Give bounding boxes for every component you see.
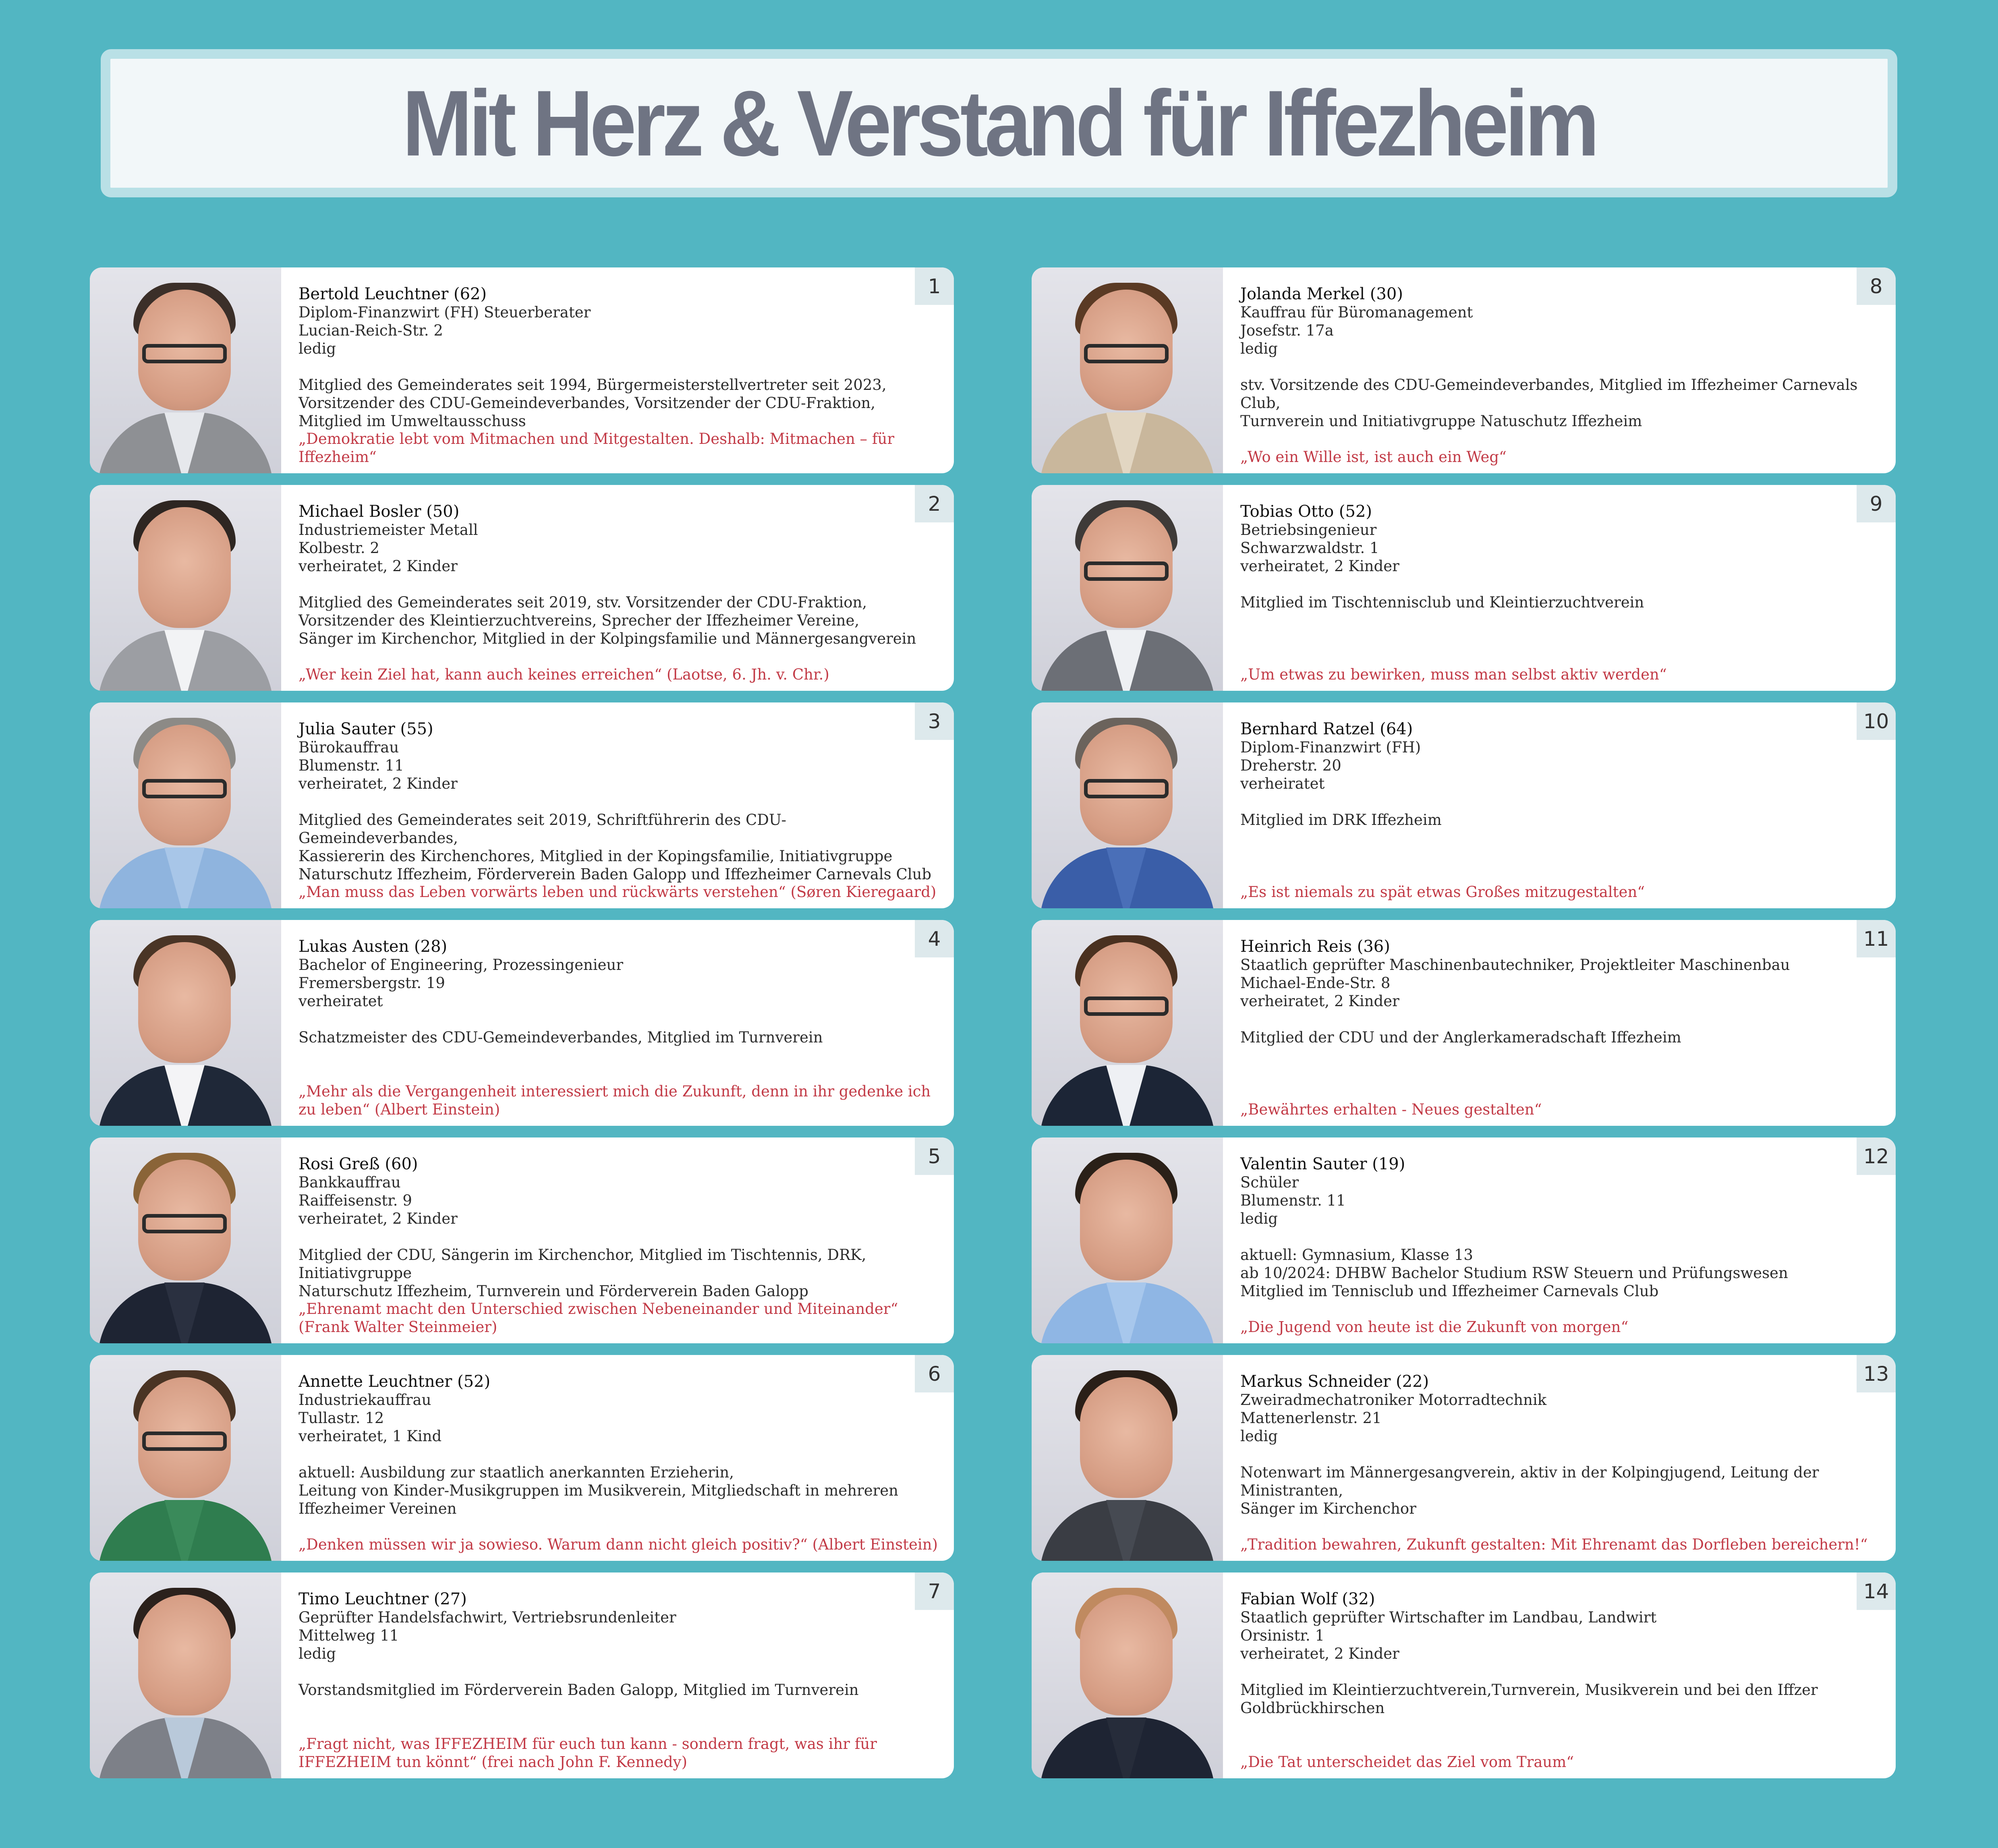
candidate-card: [90, 485, 954, 691]
candidate-quote: „Fragt nicht, was IFFEZHEIM für euch tun kann - sondern fragt, was ihr für IFFEZHEIM tun könnt“ (frei nach John F. Kennedy): [298, 1735, 877, 1771]
candidate-card: [1032, 1137, 1896, 1343]
candidate-bio: [298, 1028, 938, 1046]
bio-line: ab 10/2024: DHBW Bachelor Studium RSW Steuern und Prüfungswesen: [1240, 1264, 1788, 1282]
candidate-quote: „Die Jugend von heute ist die Zukunft von morgen“: [1240, 1318, 1629, 1336]
candidate-photo: [90, 1137, 281, 1343]
portrait-glasses: [1084, 344, 1169, 363]
candidate-details: [298, 738, 938, 793]
candidate-info: [1240, 938, 1880, 1046]
detail-line: Bankkauffrau: [298, 1174, 401, 1191]
candidate-photo: [1032, 485, 1223, 691]
bio-line: Mitglied im DRK Iffezheim: [1240, 811, 1442, 829]
bio-line: Naturschutz Iffezheim, Turnverein und Förderverein Baden Galopp: [298, 1282, 808, 1300]
detail-line: verheiratet: [1240, 775, 1325, 792]
bio-line: Vorsitzender des Kleintierzuchtvereins, Sprecher der Iffezheimer Vereine,: [298, 612, 860, 629]
candidate-details: [298, 303, 938, 358]
candidate-info: [298, 720, 938, 883]
list-number: 6: [915, 1355, 954, 1392]
list-number: 13: [1857, 1355, 1896, 1392]
candidate-bio: [1240, 1681, 1880, 1717]
candidate-column-left: [90, 267, 954, 1790]
detail-line: Bürokauffrau: [298, 739, 399, 756]
candidate-info: [1240, 503, 1880, 611]
candidate-info: [298, 503, 938, 648]
portrait-face: [1080, 1160, 1173, 1280]
candidate-card: [90, 702, 954, 908]
detail-line: Kauffrau für Büromanagement: [1240, 304, 1473, 321]
candidate-quote: „Mehr als die Vergangenheit interessiert mich die Zukunft, denn in ihr gedenke ich zu leben“ (Albert Einstein): [298, 1083, 931, 1118]
candidate-quote: „Wer kein Ziel hat, kann auch keines erreichen“ (Laotse, 6. Jh. v. Chr.): [298, 666, 829, 683]
detail-line: ledig: [298, 340, 336, 357]
candidate-info: [1240, 720, 1880, 829]
candidate-info: [1240, 1590, 1880, 1717]
bio-line: Mitglied im Tischtennisclub und Kleintierzuchtverein: [1240, 594, 1644, 611]
candidate-bio: [298, 593, 938, 648]
candidate-card: [1032, 267, 1896, 473]
detail-line: Josefstr. 17a: [1240, 322, 1334, 339]
candidate-photo: [1032, 1572, 1223, 1778]
list-number: 1: [915, 267, 954, 305]
detail-line: Tullastr. 12: [298, 1409, 384, 1427]
detail-line: Blumenstr. 11: [1240, 1192, 1346, 1209]
detail-line: Betriebsingenieur: [1240, 521, 1377, 539]
detail-line: Zweiradmechatroniker Motorradtechnik: [1240, 1391, 1547, 1409]
list-number: 14: [1857, 1572, 1896, 1610]
bio-line: Turnverein und Initiativgruppe Natuschutz Iffezheim: [1240, 412, 1642, 430]
candidate-quote: „Demokratie lebt vom Mitmachen und Mitgestalten. Deshalb: Mitmachen – für Iffezheim“: [298, 430, 895, 466]
candidate-bio: [298, 376, 938, 430]
detail-line: Mattenerlenstr. 21: [1240, 1409, 1382, 1427]
detail-line: Dreherstr. 20: [1240, 757, 1341, 774]
candidate-bio: [298, 1681, 938, 1699]
candidate-quote: „Bewährtes erhalten - Neues gestalten“: [1240, 1101, 1542, 1118]
bio-line: Goldbrückhirschen: [1240, 1699, 1385, 1717]
candidate-name: Rosi Greß (60): [298, 1155, 418, 1173]
detail-line: Fremersbergstr. 19: [298, 974, 445, 992]
detail-line: ledig: [1240, 340, 1278, 357]
detail-line: Industriekauffrau: [298, 1391, 431, 1409]
portrait-glasses: [142, 779, 227, 798]
candidate-name: Bertold Leuchtner (62): [298, 285, 487, 303]
list-number: 7: [915, 1572, 954, 1610]
list-number: 3: [915, 702, 954, 740]
detail-line: Lucian-Reich-Str. 2: [298, 322, 443, 339]
candidate-card: [90, 1355, 954, 1561]
bio-line: Vorsitzender des CDU-Gemeindeverbandes, Vorsitzender der CDU-Fraktion,: [298, 394, 876, 412]
candidate-bio: [1240, 593, 1880, 611]
candidate-bio: [1240, 1028, 1880, 1046]
candidate-card: [1032, 485, 1896, 691]
candidate-name: Heinrich Reis (36): [1240, 937, 1390, 956]
candidate-details: [1240, 521, 1880, 575]
candidate-photo: [90, 267, 281, 473]
candidate-details: [1240, 1608, 1880, 1663]
candidate-details: [1240, 738, 1880, 793]
candidate-column-right: [1032, 267, 1896, 1790]
page-title: Mit Herz & Verstand für Iffezheim: [402, 71, 1596, 176]
candidate-details: [1240, 303, 1880, 358]
list-number: 4: [915, 920, 954, 957]
candidate-details: [298, 1173, 938, 1228]
candidate-name: Julia Sauter (55): [298, 720, 433, 738]
candidate-name: Lukas Austen (28): [298, 937, 448, 956]
candidate-bio: [298, 1463, 938, 1518]
candidate-card: [1032, 1355, 1896, 1561]
detail-line: Mittelweg 11: [298, 1627, 399, 1644]
bio-line: Leitung von Kinder-Musikgruppen im Musikverein, Mitgliedschaft in mehreren: [298, 1482, 899, 1499]
candidate-details: [298, 1608, 938, 1663]
candidate-card: [1032, 1572, 1896, 1778]
bio-line: aktuell: Ausbildung zur staatlich anerkannten Erzieherin,: [298, 1464, 734, 1481]
bio-line: Mitglied im Umweltausschuss: [298, 412, 526, 430]
candidate-photo: [90, 1355, 281, 1561]
detail-line: verheiratet, 2 Kinder: [1240, 1645, 1399, 1662]
detail-line: Blumenstr. 11: [298, 757, 404, 774]
detail-line: Bachelor of Engineering, Prozessingenieur: [298, 956, 624, 974]
candidate-info: [298, 285, 938, 430]
candidate-quote: „Es ist niemals zu spät etwas Großes mitzugestalten“: [1240, 883, 1645, 901]
bio-line: Schatzmeister des CDU-Gemeindeverbandes, Mitglied im Turnverein: [298, 1029, 823, 1046]
detail-line: verheiratet: [298, 992, 383, 1010]
bio-line: Mitglied des Gemeinderates seit 1994, Bürgermeisterstellvertreter seit 2023,: [298, 376, 887, 394]
detail-line: Staatlich geprüfter Wirtschafter im Landbau, Landwirt: [1240, 1609, 1657, 1626]
bio-line: Mitglied des Gemeinderates seit 2019, stv. Vorsitzender der CDU-Fraktion,: [298, 594, 867, 611]
candidate-info: [1240, 285, 1880, 430]
detail-line: Diplom-Finanzwirt (FH): [1240, 739, 1421, 756]
candidate-name: Valentin Sauter (19): [1240, 1155, 1405, 1173]
detail-line: Kolbestr. 2: [298, 539, 379, 557]
portrait-glasses: [142, 1432, 227, 1451]
candidate-photo: [90, 702, 281, 908]
detail-line: ledig: [1240, 1427, 1278, 1445]
detail-line: Industriemeister Metall: [298, 521, 478, 539]
detail-line: ledig: [1240, 1210, 1278, 1227]
list-number: 8: [1857, 267, 1896, 305]
candidate-details: [1240, 1391, 1880, 1445]
candidate-photo: [90, 920, 281, 1126]
portrait-face: [1080, 1595, 1173, 1715]
bio-line: Iffezheimer Vereinen: [298, 1500, 457, 1517]
candidate-info: [298, 1590, 938, 1699]
detail-line: Diplom-Finanzwirt (FH) Steuerberater: [298, 304, 591, 321]
candidate-card: [90, 920, 954, 1126]
detail-line: Geprüfter Handelsfachwirt, Vertriebsrundenleiter: [298, 1609, 676, 1626]
detail-line: Michael-Ende-Str. 8: [1240, 974, 1391, 992]
candidate-photo: [1032, 1137, 1223, 1343]
candidate-details: [298, 521, 938, 575]
portrait-glasses: [142, 344, 227, 363]
candidate-quote: „Man muss das Leben vorwärts leben und rückwärts verstehen“ (Søren Kieregaard): [298, 883, 937, 901]
bio-line: Sänger im Kirchenchor: [1240, 1500, 1416, 1517]
candidate-name: Tobias Otto (52): [1240, 502, 1372, 521]
candidate-info: [1240, 1155, 1880, 1300]
candidate-bio: [1240, 376, 1880, 430]
list-number: 5: [915, 1137, 954, 1175]
candidate-quote: „Denken müssen wir ja sowieso. Warum dann nicht gleich positiv?“ (Albert Einstein): [298, 1536, 938, 1553]
bio-line: Sänger im Kirchenchor, Mitglied in der Kolpingsfamilie und Männergesangverein: [298, 630, 916, 647]
candidate-name: Fabian Wolf (32): [1240, 1590, 1375, 1608]
candidate-photo: [1032, 702, 1223, 908]
detail-line: Staatlich geprüfter Maschinenbautechniker, Projektleiter Maschinenbau: [1240, 956, 1790, 974]
detail-line: Raiffeisenstr. 9: [298, 1192, 412, 1209]
candidate-quote: „Ehrenamt macht den Unterschied zwischen Nebeneinander und Miteinander“ (Frank Walter Steinmeier): [298, 1300, 898, 1336]
detail-line: verheiratet, 2 Kinder: [298, 557, 458, 575]
detail-line: verheiratet, 2 Kinder: [1240, 557, 1399, 575]
candidate-card: [90, 267, 954, 473]
bio-line: Mitglied des Gemeinderates seit 2019, Schriftführerin des CDU-Gemeindeverbandes,: [298, 811, 786, 847]
bio-line: Naturschutz Iffezheim, Förderverein Baden Galopp und Iffezheimer Carnevals Club: [298, 866, 932, 883]
portrait-face: [138, 942, 231, 1063]
candidate-bio: [1240, 1246, 1880, 1300]
detail-line: verheiratet, 1 Kind: [298, 1427, 442, 1445]
detail-line: Orsinistr. 1: [1240, 1627, 1325, 1644]
title-banner: [101, 49, 1897, 197]
candidate-card: [90, 1137, 954, 1343]
candidate-photo: [1032, 920, 1223, 1126]
candidate-bio: [298, 1246, 938, 1300]
candidate-quote: „Wo ein Wille ist, ist auch ein Weg“: [1240, 448, 1507, 466]
bio-line: Mitglied der CDU und der Anglerkameradschaft Iffezheim: [1240, 1029, 1681, 1046]
detail-line: Schüler: [1240, 1174, 1299, 1191]
candidate-bio: [298, 811, 938, 883]
portrait-glasses: [1084, 561, 1169, 581]
bio-line: Mitglied im Kleintierzuchtverein,Turnverein, Musikverein und bei den Iffzer: [1240, 1681, 1818, 1699]
portrait-glasses: [1084, 997, 1169, 1016]
list-number: 9: [1857, 485, 1896, 522]
candidate-name: Michael Bosler (50): [298, 502, 460, 521]
bio-line: Kassiererin des Kirchenchores, Mitglied in der Kopingsfamilie, Initiativgruppe: [298, 847, 893, 865]
candidate-info: [1240, 1373, 1880, 1518]
bio-line: Vorstandsmitglied im Förderverein Baden Galopp, Mitglied im Turnverein: [298, 1681, 859, 1699]
portrait-glasses: [1084, 779, 1169, 798]
detail-line: Schwarzwaldstr. 1: [1240, 539, 1379, 557]
candidate-photo: [90, 1572, 281, 1778]
bio-line: aktuell: Gymnasium, Klasse 13: [1240, 1246, 1473, 1264]
candidate-photo: [90, 485, 281, 691]
detail-line: verheiratet, 2 Kinder: [298, 775, 458, 792]
list-number: 11: [1857, 920, 1896, 957]
candidate-quote: „Tradition bewahren, Zukunft gestalten: Mit Ehrenamt das Dorfleben bereichern!“: [1240, 1536, 1868, 1553]
candidate-name: Jolanda Merkel (30): [1240, 285, 1403, 303]
candidate-bio: [1240, 1463, 1880, 1518]
candidate-details: [1240, 956, 1880, 1010]
detail-line: verheiratet, 2 Kinder: [1240, 992, 1399, 1010]
bio-line: Mitglied der CDU, Sängerin im Kirchenchor, Mitglied im Tischtennis, DRK, Initiativgruppe: [298, 1246, 866, 1282]
candidate-photo: [1032, 1355, 1223, 1561]
bio-line: Mitglied im Tennisclub und Iffezheimer Carnevals Club: [1240, 1282, 1659, 1300]
list-number: 12: [1857, 1137, 1896, 1175]
portrait-face: [138, 1595, 231, 1715]
candidate-card: [90, 1572, 954, 1778]
candidate-details: [298, 956, 938, 1010]
candidate-card: [1032, 920, 1896, 1126]
candidate-info: [298, 938, 938, 1046]
candidate-name: Annette Leuchtner (52): [298, 1372, 491, 1391]
candidate-details: [1240, 1173, 1880, 1228]
candidate-name: Timo Leuchtner (27): [298, 1590, 467, 1608]
candidate-quote: „Um etwas zu bewirken, muss man selbst aktiv werden“: [1240, 666, 1667, 683]
candidate-name: Markus Schneider (22): [1240, 1372, 1429, 1391]
candidate-details: [298, 1391, 938, 1445]
portrait-face: [138, 507, 231, 628]
candidate-info: [298, 1155, 938, 1300]
bio-line: stv. Vorsitzende des CDU-Gemeindeverbandes, Mitglied im Iffezheimer Carnevals Club,: [1240, 376, 1858, 412]
list-number: 2: [915, 485, 954, 522]
candidate-card: [1032, 702, 1896, 908]
candidate-quote: „Die Tat unterscheidet das Ziel vom Traum“: [1240, 1753, 1574, 1771]
candidate-info: [298, 1373, 938, 1518]
candidate-name: Bernhard Ratzel (64): [1240, 720, 1413, 738]
bio-line: Notenwart im Männergesangverein, aktiv in der Kolpingjugend, Leitung der Ministranten,: [1240, 1464, 1819, 1499]
portrait-glasses: [142, 1214, 227, 1233]
detail-line: ledig: [298, 1645, 336, 1662]
candidate-photo: [1032, 267, 1223, 473]
portrait-face: [1080, 1377, 1173, 1498]
list-number: 10: [1857, 702, 1896, 740]
candidate-bio: [1240, 811, 1880, 829]
detail-line: verheiratet, 2 Kinder: [298, 1210, 458, 1227]
